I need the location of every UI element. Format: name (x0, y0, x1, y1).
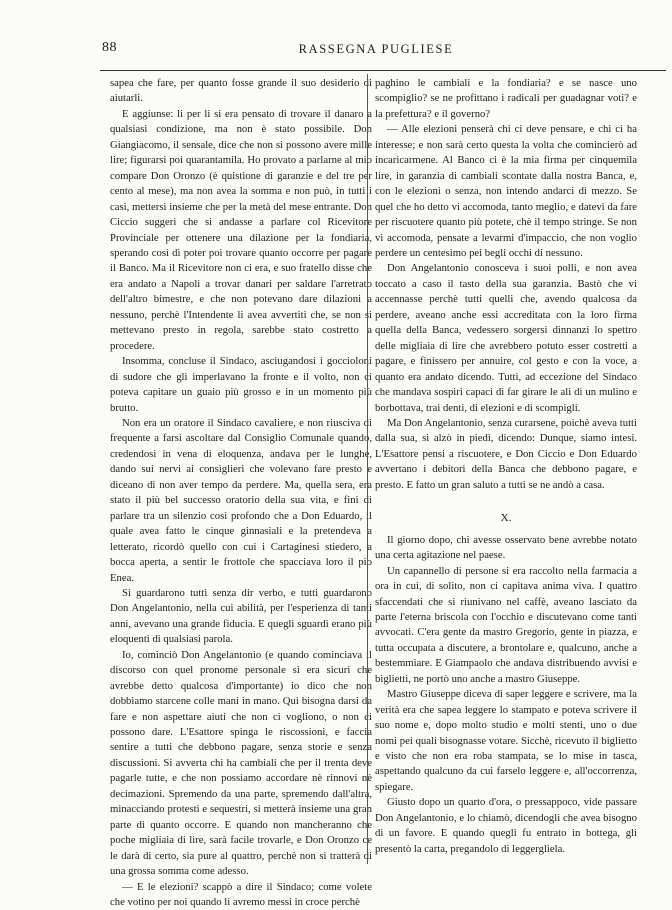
page-header (100, 38, 652, 60)
paragraph: Giusto dopo un quarto d'ora, o pressappoco, vide passare Don Angelantonio, e lo chiamò, dicendogli che avea bisogno di un favore. E quando quegli fu entrato in bottega, gli presentò la carta, pregandolo di leggergliela. (375, 796, 637, 855)
paragraph: Don Angelantonio conosceva i suoi polli, e non avea toccato a caso il tasto della sua garanzia. Bastò che vi accennasse perchè tutti quelli che, avendo qualcosa da perdere, aveano anche essi accreditata con la loro firma quella della Banca, vedessero sorgersi dinnanzi lo spettro delle migliaia di lire che avrebbero potuto esser costretti a pagare, e finissero per annuire, col gesto e con la voce, a quanto era andato dicendo. Tutti, ad eccezione del Sindaco che mandava sospiri capaci di far girare le ali di un mulino e borbottava, trai denti, di elezioni e di scompigli. (375, 262, 637, 414)
right-column (375, 76, 637, 857)
paragraph: — E le elezioni? scappò a dire il Sindaco; come volete che votino per noi quando li avremo messi in croce perchè (110, 880, 372, 909)
paragraph: Il giorno dopo, chi avesse osservato bene avrebbe notato una certa agitazione nel paese. (375, 533, 637, 562)
paragraph: Ma Don Angelantonio, senza curarsene, poichè aveva tutti dalla sua, si alzò in piedi, dicendo: Dunque, siamo intesi. L'Esattore pensi a riscuotere, e Don Ciccio e Don Eduardo avvertano i debitori della Banca che debbono pagare, e presto. E fatto un gran saluto a tutti se ne andò a casa. (375, 416, 637, 491)
left-column (110, 76, 372, 910)
header-rule (100, 70, 666, 71)
paragraph: Si guardarono tutti senza dir verbo, e tutti guardarono Don Angelantonio, nella cui abilità, per l'esperienza di tanti anni, avevano una grande fiducia. E quegli sguardi erano più eloquenti di qualsiasi parola. (110, 586, 372, 646)
paragraph: paghino le cambiali e la fondiaria? e se nasce uno scompiglio? se ne profittano i radicali per guadagnar voti? e la prefettura? e il governo? (375, 77, 637, 120)
paragraph: Insomma, concluse il Sindaco, asciugandosi i goccioloni di sudore che gli imperlavano la fronte e il volto, non ci poteva capitare un guaio più grosso e in un momento più brutto. (110, 355, 372, 414)
section-number: X. (500, 512, 512, 525)
paragraph: Mastro Giuseppe diceva di saper leggere e scrivere, ma la verità era che sapea leggere lo stampato e poteva scrivere il suo nome e, dopo molto studio e molti stenti, uno o due nomi pei quali bisognasse votare. Sicchè, ricevuto il biglietto e visto che non era roba stampata, se lo mise in tasca, aspettando qualcuno da cui farselo leggere e, all'occorrenza, spiegare. (375, 688, 637, 793)
paragraph: Non era un oratore il Sindaco cavaliere, e non riusciva di frequente a farsi ascoltare dal Consiglio Comunale quando, credendosi in vena di eloquenza, andava per le lunghe, dando sui nervi ai consiglieri che volevano fare presto e diceano di non aver tempo da perdere. Ma, quella sera, era stato il più bel successo oratorio della sua vita, e fini di parlare tra un silenzio così profondo che a Don Eduardo, il quale avea fatto le cinque ginnasiali e la pretendeva a letterato, ricordò quello con cui i Cartaginesi stiedero, a bocca aperta, a sentir le frottole che spacciava loro il pio Enea. (110, 416, 372, 584)
page-number: 88 (102, 40, 117, 55)
paragraph: sapea che fare, per quanto fosse grande il suo desiderio di aiutarli. (110, 77, 372, 105)
journal-title: RASSEGNA PUGLIESE (298, 42, 454, 56)
paragraph: — Alle elezioni penserà chi ci deve pensare, e chi ci ha interesse; e non sarà certo questa la volta che comincierò ad incaricarmene. Al Banco ci è la mia firma per cinquemila lire, in garanzia di cambiali scontate dalla nostra Banca, e, con le elezioni o senza, non intendo andarci di mezzo. Se quel che ho detto vi accomoda, tanto meglio, e datevi da fare per riscuotere quanto più potete, chè il tempo stringe. Se non vi accomoda, pensate a levarmi d'impaccio, che non voglio perdere un centesimo pei begli occhi di nessuno. (375, 123, 637, 259)
column-divider (367, 74, 368, 864)
paragraph: Un capannello di persone si era raccolto nella farmacia a ora in cui, di solito, non ci capitava anima viva. I quattro sfaccendati che si riunivano nel caffè, aveano lasciato da parte l'eterna briscola con l'occhio e discutevano come tanti avvocati. C'era gente da mastro Gregorio, gente in piazza, e tutta occupata a discutere, a brontolare e, qualcuno, anche a bestemmiare. E Giampaolo che andava distribuendo avvisi e biglietti, ne portò uno anche a mastro Giuseppe. (375, 564, 637, 685)
paragraph: Io, cominciò Don Angelantonio (e quando cominciava il discorso con quel pronome personale si era sicuri che avrebbe detto qualcosa d'importante) io dico che non dobbiamo starcene colle mani in mano. Qui bisogna darsi da fare e non aspettare aiuti che non ci vogliono, o non ci possono dare. L'Esattore spinga le riscossioni, e faccia sentire a tutti che debbono pagare, senza storie e senza discussioni. Si avverta chi ha cambiali che per il trenta deve pagarle tutte, e che non possiamo accordare nè rinnovi nè decimazioni. Spremendo da una parte, spremendo dall'altra, minacciando protesti e sequestri, si metterà insieme una gran parte di quanto occorre. E quando non mancheranno che poche migliaia di lire, sarà facile trovarle, e Don Oronzo ce le darà di certo, sia pure al quattro, perchè non si tratterà di una grossa somma come adesso. (110, 648, 372, 878)
paragraph: E aggiunse: li per li si era pensato di trovare il danaro a qualsiasi condizione, ma non è stato possibile. Don Giangiacomo, il sensale, dice che non si possono avere mille lire; figurarsi poi quarantamila. Ho provato a parlarne al mio compare Don Oronzo (è quistione di garanzie e del tre per cento al mese), ma non avea la somma e non può, in tutti i casi, mettersi insieme che per la metà del mese entrante. Don Ciccio suggerì che si andasse a parlare col Ricevitore Provinciale per ottenere una dilazione per la fondiaria, sperando così di poter poi trovare quanto occorre per pagare il Banco. Ma il Ricevitore non ci era, e suo fratello disse che era andato a Napoli a trovar danari per saldare l'arretrato dell'altro bimestre, e che non potevano dare dilazioni a nessuno, perchè l'Intendente li avea avvertiti che, se non si mettevano presto in regola, sarebbe stato costretto a procedere. (110, 107, 372, 352)
